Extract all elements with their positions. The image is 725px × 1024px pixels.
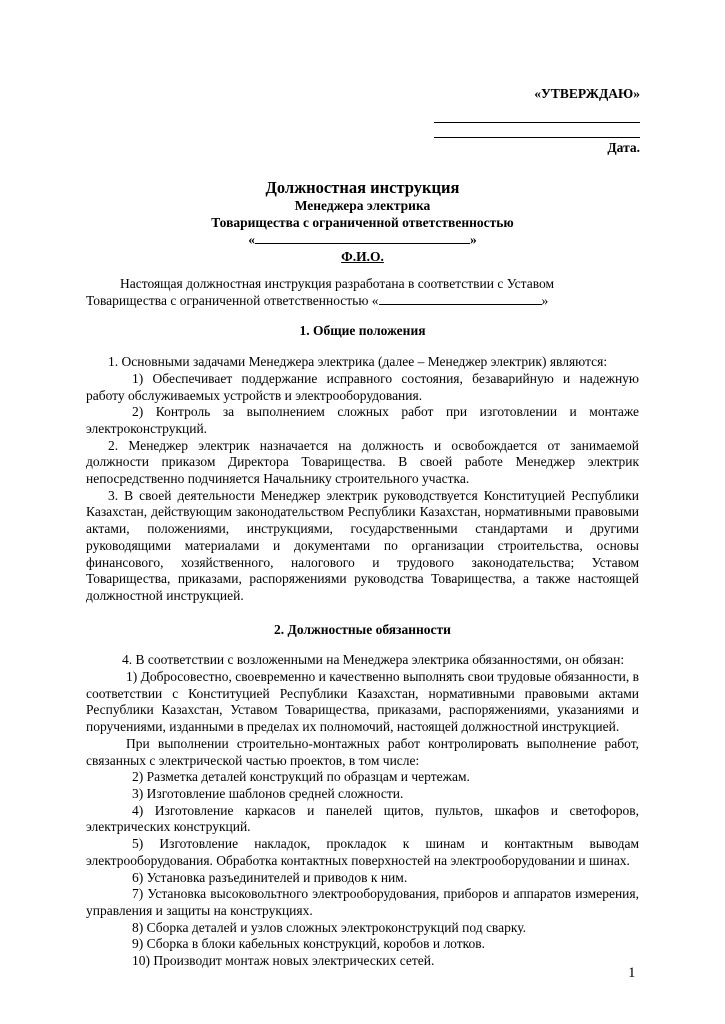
blank-line-short [379,293,542,305]
date-label: Дата. [607,140,640,155]
list-item: 2) Разметка деталей конструкций по образцам и чертежам. [132,769,470,785]
intro-line-2 [86,293,639,310]
intro-text-suffix: » [541,292,549,308]
quote-close: » [470,232,477,247]
approval-block [430,86,640,156]
quote-open: « [248,232,255,247]
company-name-blank [85,231,640,249]
intro-text: Настоящая должностная инструкция разработана в соответствии с Уставом [120,276,555,291]
paragraph: 2) Контроль за выполнением сложных работ при изготовлении и монтаже электроконструкций. [86,404,639,436]
paragraph: 1. Основными задачами Менеджера электрика (далее – Менеджер электрик) являются: [108,354,608,370]
page-number: 1 [628,965,636,981]
signature-line-2 [434,137,640,138]
document-subtitle-company: Товарищества с ограниченной ответственностью [211,214,514,230]
paragraph: При выполнении строительно-монтажных работ контролировать выполнение работ, связанных с электрической частью проектов, в том числе: [86,735,639,768]
document-subtitle-position: Менеджера электрика [294,198,431,213]
intro-line-1 [86,276,639,293]
list-item: 4) Изготовление каркасов и панелей щитов, пультов, шкафов и светофоров, электрических конструкций. [86,802,639,835]
list-item: 6) Установка разъединителей и приводов к ним. [132,869,408,885]
section-heading-duties: 2. Должностные обязанности [274,621,451,637]
list-item: 7) Установка высоковольтного электрооборудования, приборов и аппаратов измерения, управления и защиты на конструкциях. [86,886,639,918]
signature-line [434,122,640,123]
title-block [85,178,640,265]
list-item: 10) Производит монтаж новых электрических сетей. [132,953,435,969]
paragraph: 1) Обеспечивает поддержание исправного состояния, безаварийную и надежную работу обслуживаемых устройств и электрооборудования. [86,370,639,403]
list-item: 3) Изготовление шаблонов средней сложности. [132,785,404,801]
document-title: Должностная инструкция [265,178,460,197]
intro-text-prefix: Товарищества с ограниченной ответственностью « [86,292,379,308]
paragraph: 4. В соответствии с возложенными на Менеджера электрика обязанностями, он обязан: [122,652,625,668]
fio-label: Ф.И.О. [341,248,384,264]
list-item: 5) Изготовление накладок, прокладок к шинам и контактным выводам электрооборудования. Обработка контактных поверхностей на электрооборудовании и шинах. [86,836,639,868]
section-heading-general: 1. Общие положения [299,323,426,339]
paragraph: 2. Менеджер электрик назначается на должность и освобождается от занимаемой должности приказом Директора Товарищества. В своей работе Менеджер электрик непосредственно подчиняется Начальнику строительного участка. [86,437,639,487]
list-item: 8) Сборка деталей и узлов сложных электроконструкций под сварку. [132,919,527,935]
blank-line [255,231,470,244]
document-body [86,276,639,970]
paragraph: 3. В своей деятельности Менеджер электрик руководствуется Конституцией Республики Казахстан, действующим законодательством Республики Казахстан, нормативными правовыми актами, положениями, инструкциями, государственными стандартами и другими руководящими материалами и документами по организации строительства, основы финансового, хозяйственного, налогового и трудового законодательства; Уставом Товарищества, приказами, распоряжениями руководства Товарищества, а также настоящей должностной инструкцией. [86,487,639,603]
paragraph: 1) Добросовестно, своевременно и качественно выполнять свои трудовые обязанности, в соответствии с Конституцией Республики Казахстан, нормативными правовыми актами Республики Казахстан, Уставом Товарищества, приказами, распоряжениями, указаниями и поручениями, изданными в пределах их полномочий, настоящей должностной инструкцией. [86,669,639,735]
list-item: 9) Сборка в блоки кабельных конструкций, коробов и лотков. [132,936,486,952]
approval-label: «УТВЕРЖДАЮ» [534,86,640,101]
